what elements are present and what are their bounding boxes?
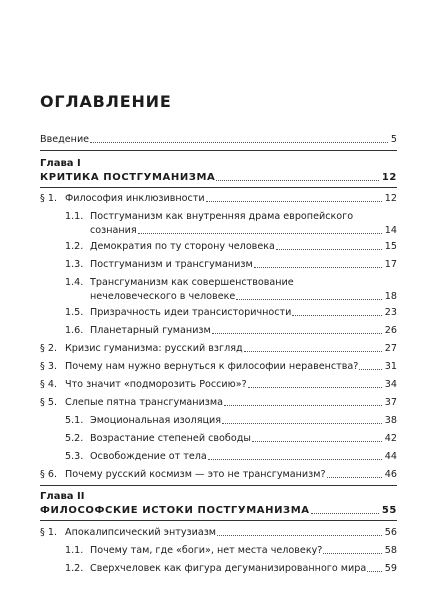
toc-entry-label: Демократия по ту сторону человека [90, 241, 275, 252]
toc-entry-subsection[interactable] [65, 413, 397, 427]
dot-leader [217, 534, 382, 536]
section-number: § 3. [40, 361, 57, 372]
toc-page-number: 31 [384, 361, 397, 372]
section-number: 5.1. [65, 415, 84, 426]
toc-page-number: 17 [384, 259, 397, 270]
toc-page-number: 46 [384, 469, 397, 480]
toc-entry-label: Почему нам нужно вернуться к философии неравенства? [65, 361, 359, 372]
toc-entry-label: Сверхчеловек как фигура дегуманизированного мира [90, 563, 367, 574]
section-number: 1.1. [65, 211, 84, 222]
dot-leader [292, 314, 381, 316]
toc-entry-subsection[interactable] [65, 561, 397, 575]
toc-entry-label: Слепые пятна трансгуманизма [65, 397, 224, 408]
toc-entry-subsection-line2[interactable] [90, 223, 397, 237]
section-number: § 2. [40, 343, 57, 354]
divider [40, 150, 397, 151]
toc-entry-label: Почему русский космизм — это не трансгуманизм? [65, 469, 326, 480]
toc-page-number: 14 [384, 225, 397, 236]
toc-entry-subsection[interactable] [65, 305, 397, 319]
section-number: 1.4. [65, 277, 84, 288]
toc-page-number: 38 [384, 415, 397, 426]
toc-entry-subsection[interactable] [65, 257, 397, 271]
toc-page-number: 12 [384, 193, 397, 204]
toc-entry-label: Что значит «подморозить Россию»? [65, 379, 247, 390]
dot-leader [367, 570, 382, 572]
toc-page-number: 56 [384, 527, 397, 538]
dot-leader [248, 386, 382, 388]
toc-entry-label: Кризис гуманизма: русский взгляд [65, 343, 243, 354]
chapter-label [40, 156, 240, 170]
toc-page-number: 42 [384, 433, 397, 444]
dot-leader [212, 332, 382, 334]
dot-leader [216, 179, 378, 181]
toc-entry-chapter-2[interactable] [40, 503, 397, 517]
toc-entry-label: Постгуманизм как внутренняя драма европейского [90, 211, 354, 222]
toc-page-number: 27 [384, 343, 397, 354]
toc-entry-subsection-line2[interactable] [90, 289, 397, 303]
dot-leader [244, 350, 382, 352]
toc-page-number: 34 [384, 379, 397, 390]
dot-leader [90, 141, 388, 143]
section-number: § 1. [40, 527, 57, 538]
dot-leader [206, 200, 382, 202]
chapter-label-text: Глава I [40, 158, 81, 169]
toc-entry-label: Возрастание степеней свободы [90, 433, 251, 444]
section-number: 5.2. [65, 433, 84, 444]
dot-leader [276, 248, 382, 250]
chapter-title: ФИЛОСОФСКИЕ ИСТОКИ ПОСТГУМАНИЗМА [40, 505, 310, 516]
toc-title: ОГЛАВЛЕНИЕ [40, 92, 172, 111]
toc-entry-label: Трансгуманизм как совершенствование [90, 277, 294, 288]
toc-page-number: 59 [384, 563, 397, 574]
toc-page-number: 26 [384, 325, 397, 336]
toc-page-number: 12 [381, 172, 397, 183]
toc-page-number: 37 [384, 397, 397, 408]
dot-leader [323, 552, 381, 554]
toc-entry-chapter-1[interactable] [40, 170, 397, 184]
section-number: § 1. [40, 193, 57, 204]
section-number: 1.2. [65, 241, 84, 252]
toc-entry-section[interactable] [40, 191, 397, 205]
toc-entry-section[interactable] [40, 377, 397, 391]
toc-entry-label: Освобождение от тела [90, 451, 207, 462]
toc-entry-section[interactable] [40, 359, 397, 373]
section-number: 1.3. [65, 259, 84, 270]
toc-page-number: 55 [381, 505, 397, 516]
section-number: 1.6. [65, 325, 84, 336]
toc-entry-label: Эмоциональная изоляция [90, 415, 221, 426]
dot-leader [327, 476, 382, 478]
toc-entry-subsection[interactable] [65, 543, 397, 557]
toc-entry-subsection-line1[interactable] [65, 275, 397, 289]
divider [40, 485, 397, 486]
toc-page-number: 15 [384, 241, 397, 252]
toc-entry-section[interactable] [40, 467, 397, 481]
toc-page-number: 44 [384, 451, 397, 462]
toc-entry-label: Философия инклюзивности [65, 193, 205, 204]
toc-entry-label: сознания [90, 225, 137, 236]
toc-entry-subsection[interactable] [65, 239, 397, 253]
dot-leader [252, 440, 382, 442]
toc-entry-label: Почему там, где «боги», нет места человеку? [90, 545, 323, 556]
divider [40, 187, 397, 188]
dot-leader [208, 458, 382, 460]
toc-page-number: 23 [384, 307, 397, 318]
section-number: § 4. [40, 379, 57, 390]
chapter-title: КРИТИКА ПОСТГУМАНИЗМА [40, 172, 216, 183]
dot-leader [222, 422, 382, 424]
chapter-label [40, 489, 240, 503]
section-number: § 6. [40, 469, 57, 480]
section-number: 5.3. [65, 451, 84, 462]
dot-leader [224, 404, 382, 406]
section-number: § 5. [40, 397, 57, 408]
toc-page-number: 5 [390, 134, 397, 145]
toc-entry-label: Постгуманизм и трансгуманизм [90, 259, 253, 270]
toc-entry-section[interactable] [40, 341, 397, 355]
toc-entry-section[interactable] [40, 525, 397, 539]
divider [40, 520, 397, 521]
toc-entry-section[interactable] [40, 395, 397, 409]
toc-entry-label: Апокалипсический энтузиазм [65, 527, 217, 538]
dot-leader [254, 266, 382, 268]
section-number: 1.2. [65, 563, 84, 574]
toc-entry-intro[interactable] [40, 132, 397, 146]
toc-entry-subsection[interactable] [65, 323, 397, 337]
toc-entry-label: нечеловеческого в человеке [90, 291, 236, 302]
toc-entry-subsection-line1[interactable] [65, 209, 397, 223]
section-number: 1.5. [65, 307, 84, 318]
toc-entry-label: Введение [40, 134, 90, 145]
toc-entry-label: Призрачность идеи трансисторичности [90, 307, 292, 318]
toc-entry-subsection[interactable] [65, 431, 397, 445]
chapter-label-text: Глава II [40, 491, 85, 502]
section-number: 1.1. [65, 545, 84, 556]
dot-leader [138, 232, 382, 234]
dot-leader [359, 368, 381, 370]
dot-leader [236, 298, 381, 300]
toc-page-number: 58 [384, 545, 397, 556]
toc-entry-label: Планетарный гуманизм [90, 325, 211, 336]
dot-leader [311, 512, 379, 514]
toc-page-number: 18 [384, 291, 397, 302]
toc-entry-subsection[interactable] [65, 449, 397, 463]
